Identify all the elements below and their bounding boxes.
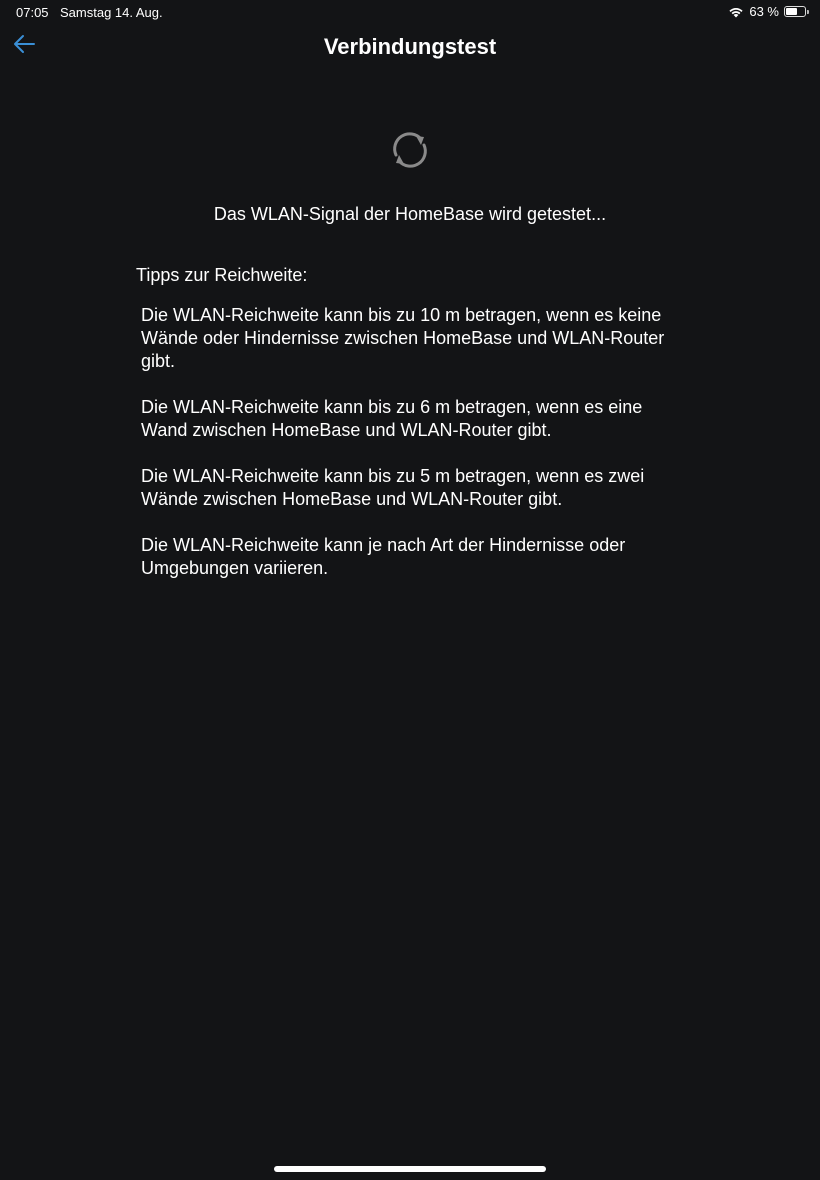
tip-item: Die WLAN-Reichweite kann je nach Art der Hindernisse oder Umgebungen variieren. [141, 535, 626, 578]
navigation-bar [0, 24, 820, 70]
battery-icon [784, 6, 806, 17]
status-message: Das WLAN-Signal der HomeBase wird getestet... [213, 204, 607, 224]
status-indicators [728, 4, 806, 19]
status-date: Samstag 14. Aug. [60, 5, 163, 20]
battery-level-fill [786, 8, 797, 14]
status-time: 07:05 [16, 5, 49, 20]
page-title: Verbindungstest [323, 34, 497, 59]
battery-percentage: 63 % [749, 4, 779, 19]
tips-list [141, 304, 686, 603]
home-indicator[interactable] [274, 1166, 546, 1172]
refresh-icon [388, 128, 432, 172]
tip-item: Die WLAN-Reichweite kann bis zu 10 m betragen, wenn es keine Wände oder Hindernisse zwischen HomeBase und WLAN-Router gibt. [141, 305, 665, 371]
battery-cap [807, 10, 809, 14]
tip-item: Die WLAN-Reichweite kann bis zu 6 m betragen, wenn es eine Wand zwischen HomeBase und WLAN-Router gibt. [141, 397, 643, 440]
status-bar [0, 0, 820, 24]
tip-item: Die WLAN-Reichweite kann bis zu 5 m betragen, wenn es zwei Wände zwischen HomeBase und WLAN-Router gibt. [141, 466, 645, 509]
wifi-icon [728, 6, 744, 18]
tips-heading: Tipps zur Reichweite: [136, 265, 308, 285]
